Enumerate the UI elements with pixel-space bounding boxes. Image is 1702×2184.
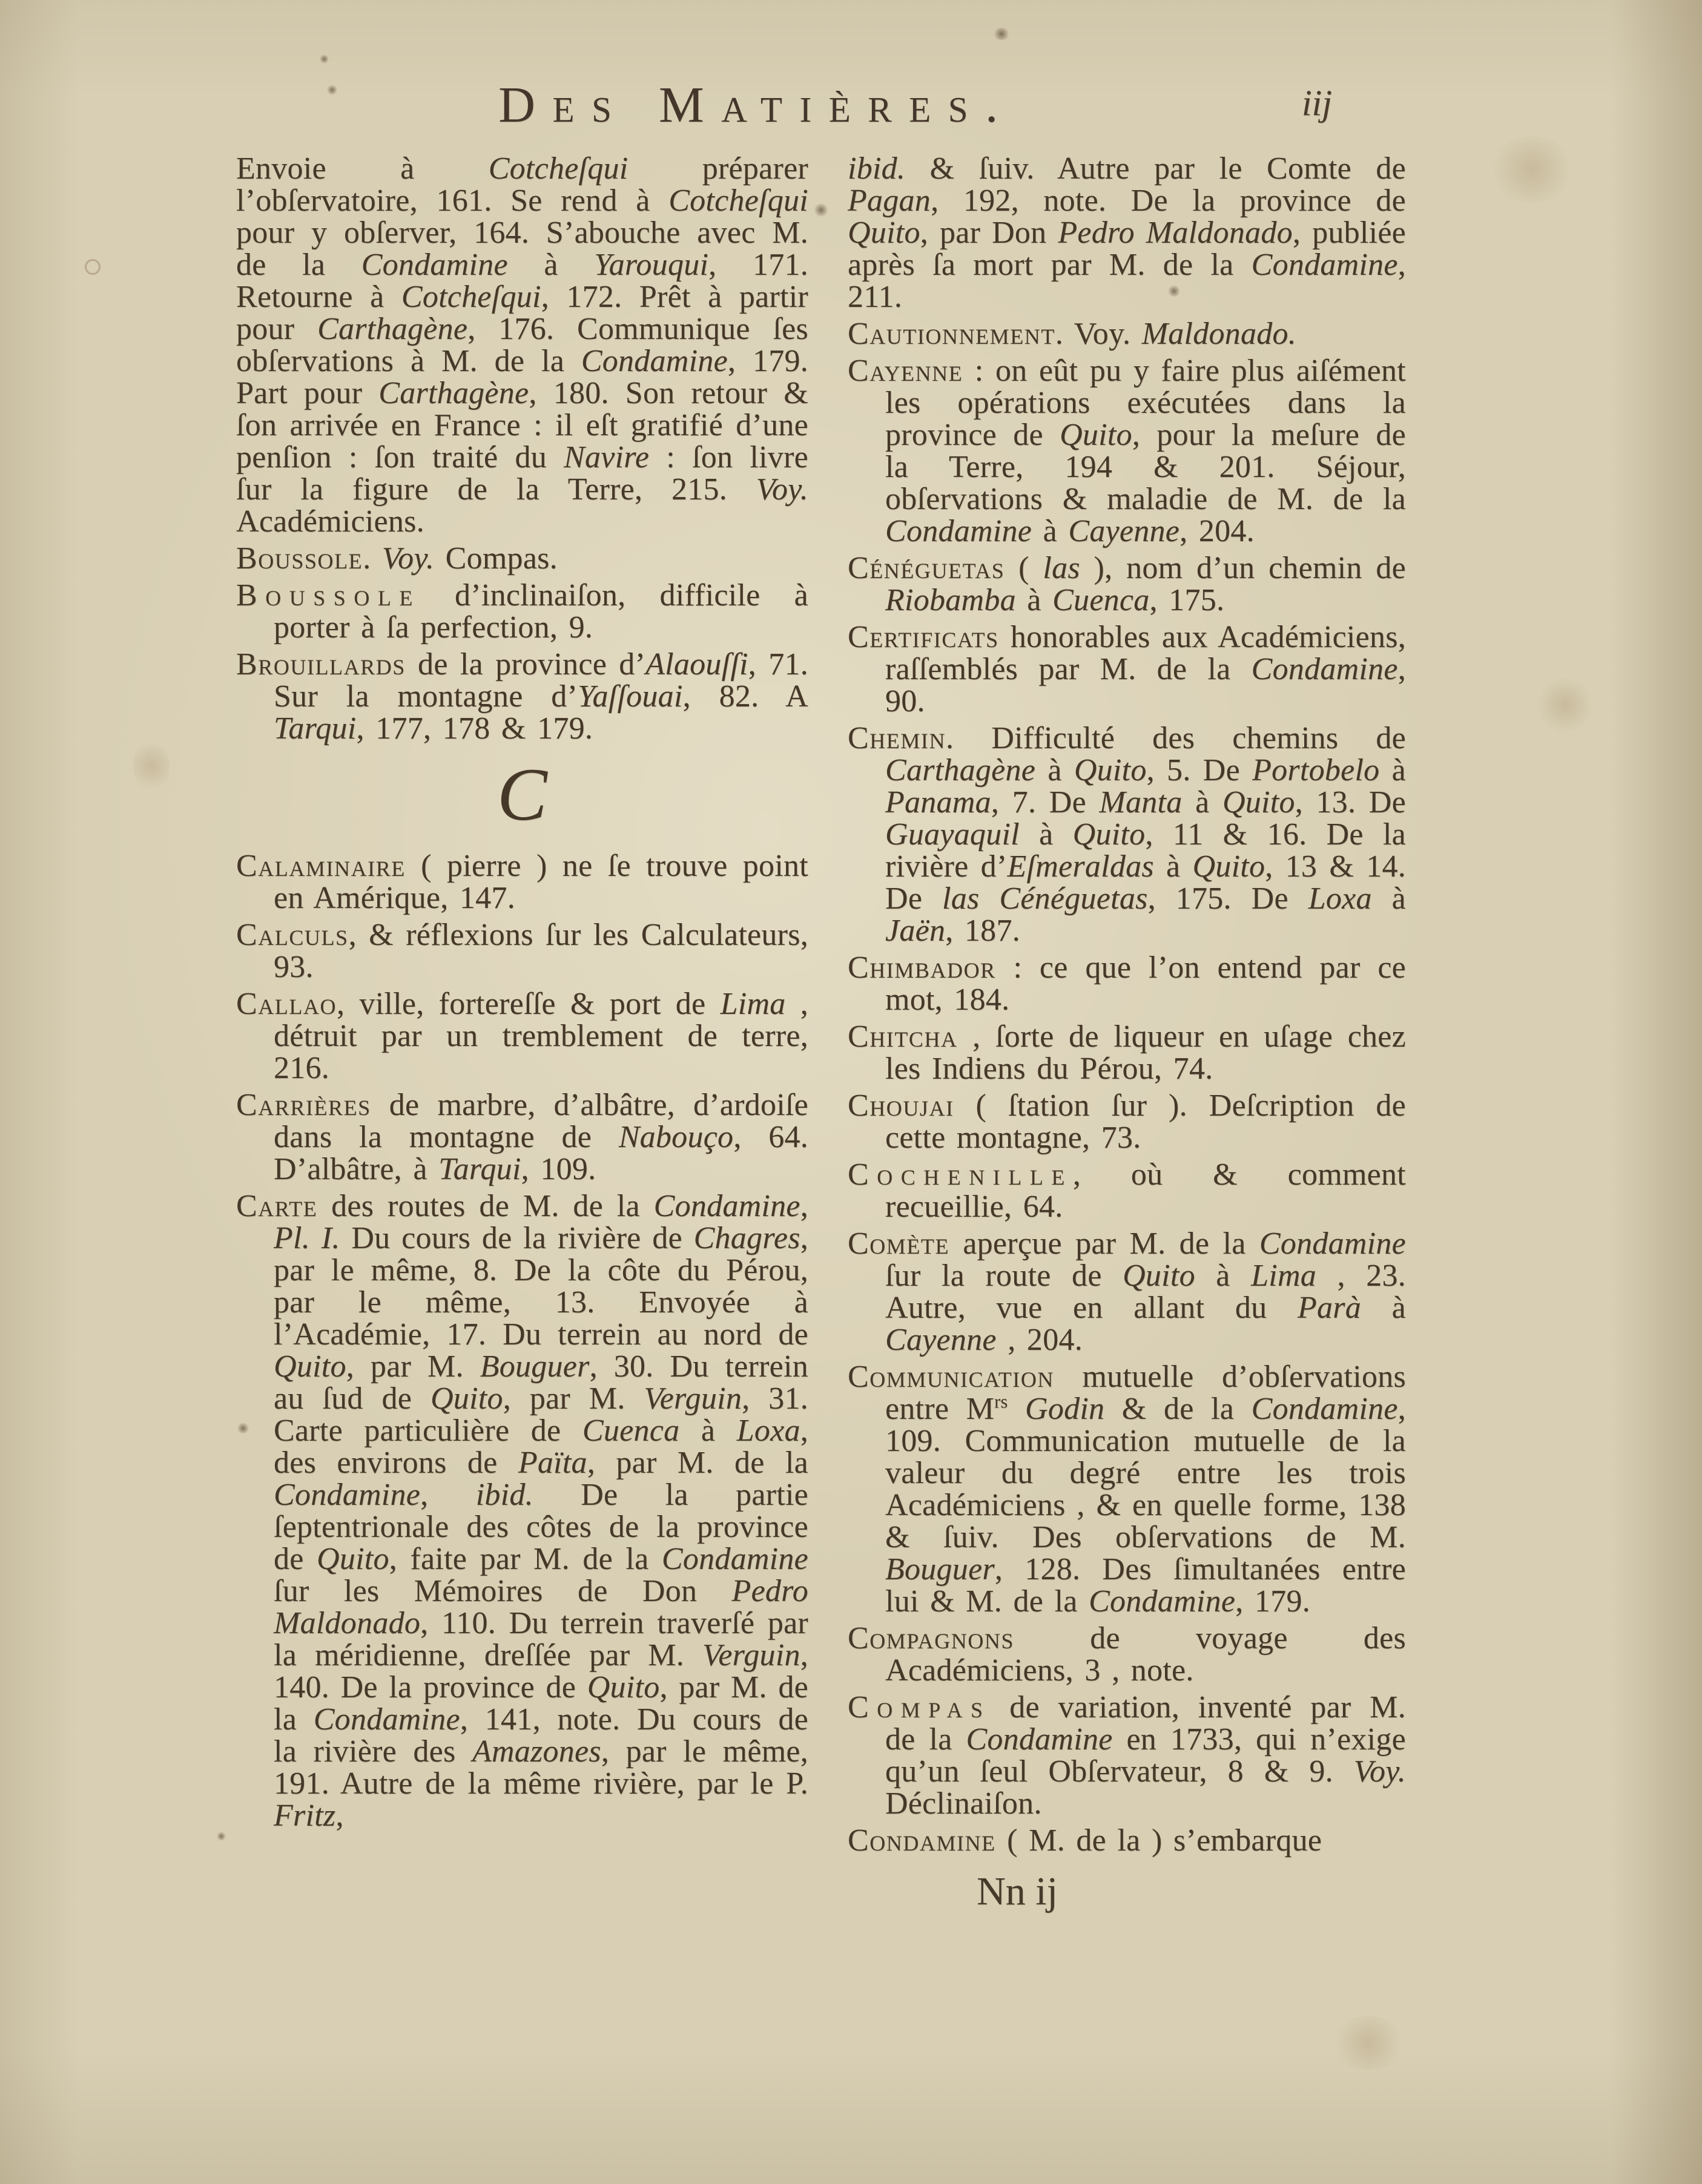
entry-text: Navire	[564, 440, 650, 475]
entry-headword: Carte	[236, 1189, 318, 1224]
entry-text: mutuelle d’obſervations entre M	[885, 1360, 1406, 1426]
index-entry	[848, 1824, 1406, 1857]
entry-text: , 71. Sur la montagne d’	[274, 647, 808, 714]
entry-text: , 128. Des ſimultanées entre lui & M. de la	[885, 1552, 1406, 1619]
entry-text: Alaouſſi	[645, 647, 748, 682]
index-entry	[848, 552, 1406, 616]
entry-text: : on eût pu y faire plus aiſément les opérations exécutées dans la province de	[885, 354, 1406, 452]
entry-text: Voy.	[381, 541, 435, 576]
entry-headword: Compagnons	[848, 1621, 1015, 1656]
entry-text: , 179.	[1235, 1584, 1310, 1619]
entry-text: rs	[994, 1391, 1008, 1412]
entry-text: , 171. Retourne à	[236, 248, 808, 314]
ink-speck	[217, 1832, 226, 1841]
entry-text: de la province d’	[405, 647, 646, 682]
entry-text: , & réflexions ſur les Calculateurs, 93.	[274, 918, 808, 985]
entry-text: , 30. Du terrein au ſud de	[274, 1349, 808, 1416]
entry-text: Quito	[848, 215, 920, 250]
entry-text: de variation, inventé par M. de la	[885, 1690, 1406, 1757]
entry-headword: Brouillards	[236, 647, 406, 682]
entry-text: De la partie ſeptentrionale des côtes de la province de	[274, 1478, 808, 1577]
entry-text: Condamine	[661, 1542, 808, 1577]
entry-text: Yarouqui	[594, 248, 709, 282]
entry-text: Envoie à	[236, 151, 489, 186]
entry-text: . Difficulté des chemins de	[946, 721, 1406, 755]
entry-text: & ſuiv. Autre par le Comte de	[905, 151, 1406, 186]
paper-stain	[1332, 2016, 1405, 2070]
entry-text: , 13 & 14. De	[885, 849, 1406, 916]
entry-text: , 175.	[1149, 583, 1225, 617]
entry-text: de marbre, d’albâtre, d’ardoiſe dans la montagne de	[274, 1088, 808, 1155]
entry-text: , 176. Communique ſes obſervations à M. de la	[236, 312, 808, 378]
entry-text: , 109.	[521, 1152, 596, 1187]
index-entry	[848, 1228, 1406, 1356]
entry-text: ibid.	[475, 1478, 533, 1513]
index-column-left	[236, 153, 808, 1837]
entry-text: Verguin	[644, 1381, 742, 1416]
index-column-right	[848, 153, 1406, 1861]
index-entry	[848, 722, 1406, 947]
entry-text: , par M.	[346, 1349, 480, 1384]
entry-text: . Voy.	[1055, 317, 1142, 351]
entry-text: , 109. Communication mutuelle de la valeur du degré entre les trois Académiciens , & en quelle forme, 138 & ſuiv. Des obſervations de M.	[885, 1392, 1406, 1554]
entry-text: Cayenne	[1068, 514, 1180, 548]
index-entry	[848, 1622, 1406, 1686]
index-entry	[236, 850, 808, 914]
entry-text: , 90.	[885, 652, 1406, 719]
entry-text: Panama	[885, 785, 991, 820]
entry-text: , publiée après ſa mort par M. de la	[848, 215, 1406, 282]
entry-text: Cotcheſqui	[668, 183, 808, 218]
entry-headword: Calculs	[236, 918, 349, 953]
entry-text: Voy.	[756, 472, 808, 507]
entry-text: Condamine	[653, 1189, 800, 1224]
index-entry	[236, 579, 808, 643]
entry-text: d’inclinaiſon, difficile à porter à ſa perfection, 9.	[274, 578, 808, 645]
paper-stain	[85, 259, 101, 275]
entry-text: Pedro Maldonado	[274, 1574, 808, 1641]
entry-text: , détruit par un tremblement de terre, 216.	[274, 987, 808, 1086]
entry-text: ,	[335, 1798, 344, 1834]
entry-text: , par le même, 191. Autre de la même rivière, par le P.	[274, 1734, 809, 1801]
entry-text: à	[1361, 1291, 1406, 1325]
entry-text: , des environs de	[274, 1413, 809, 1481]
entry-headword: Condamine	[848, 1823, 996, 1858]
entry-text: Quito	[1060, 418, 1132, 452]
entry-text: ( ſtation ſur ). Deſcription de cette montagne, 73.	[885, 1088, 1406, 1155]
entry-text: , où & comment recueillie, 64.	[885, 1157, 1406, 1224]
entry-text: Cotcheſqui	[401, 280, 541, 314]
index-entry	[236, 153, 808, 538]
entry-text: à	[1019, 817, 1073, 852]
entry-text: , 140. De la province de	[274, 1638, 808, 1705]
entry-headword: Certificats	[848, 620, 999, 654]
entry-headword: Boussole	[236, 541, 363, 576]
entry-text: Quito	[1072, 817, 1146, 852]
entry-text: Condamine	[1251, 1392, 1398, 1426]
entry-text: à	[1195, 1258, 1252, 1293]
index-entry	[848, 1691, 1406, 1820]
entry-text: Manta	[1099, 785, 1182, 820]
entry-text: , 64. D’albâtre, à	[274, 1120, 808, 1187]
entry-text: ibid.	[848, 151, 906, 186]
entry-text: Carthagène	[317, 312, 468, 346]
entry-text: & de la	[1104, 1392, 1252, 1426]
entry-text: ( pierre ) ne ſe trouve point en Amérique, 147.	[274, 849, 808, 916]
entry-text: Loxa	[1308, 881, 1372, 916]
entry-headword: Carrières	[236, 1088, 371, 1123]
entry-text: Lima	[1251, 1258, 1317, 1293]
entry-text: Tarqui	[274, 711, 357, 746]
entry-text: , 23. Autre, vue en allant du	[885, 1258, 1406, 1325]
index-entry	[848, 153, 1406, 313]
entry-text: Pedro Maldonado	[1058, 215, 1293, 250]
ink-speck	[993, 28, 1010, 40]
entry-text: , 110. Du terrein traverſé par la méridienne, dreſſée par M.	[274, 1606, 808, 1673]
entry-text: , 204.	[1179, 514, 1255, 548]
entry-text: Tarqui	[438, 1152, 521, 1187]
signature-mark: Nn ij	[977, 1869, 1058, 1913]
entry-text: à	[1182, 785, 1222, 820]
entry-text: pour y obſerver, 164. S’abouche avec M. de la	[236, 215, 808, 282]
entry-text: Cayenne	[885, 1323, 997, 1357]
entry-text: C	[497, 753, 547, 836]
entry-text: à	[1371, 881, 1406, 916]
entry-text: à	[1035, 753, 1074, 788]
entry-text: ,	[420, 1478, 476, 1513]
index-entry	[848, 1021, 1406, 1085]
entry-text: honorables aux Académiciens, raſſemblés par M. de la	[885, 620, 1406, 686]
entry-text: Loxa	[736, 1413, 800, 1449]
entry-text: Guayaquil	[885, 817, 1020, 852]
index-entry	[236, 1089, 808, 1185]
index-entry	[236, 648, 808, 745]
entry-text: Cotcheſqui	[488, 151, 628, 186]
entry-text: , 177, 178 & 179.	[356, 711, 593, 746]
entry-headword: Chitcha	[848, 1019, 958, 1054]
entry-text: à	[1015, 583, 1053, 617]
entry-text: à	[1153, 849, 1193, 884]
entry-text: Quito	[1123, 1258, 1195, 1293]
entry-text: Condamine	[1251, 652, 1398, 686]
entry-text: : ce que l’on entend par ce mot, 184.	[885, 950, 1406, 1017]
entry-text: Quito	[587, 1670, 660, 1705]
entry-text: , par M. de la	[587, 1446, 808, 1481]
entry-text: , 211.	[848, 248, 1406, 314]
page-title: Des Matières.	[498, 77, 1015, 133]
entry-text: , 5. De	[1146, 753, 1253, 788]
ink-speck	[320, 54, 329, 64]
entry-text: Maldonado.	[1141, 317, 1297, 351]
entry-text: Cuenca	[582, 1413, 680, 1449]
entry-text: Quito	[1074, 753, 1147, 788]
entry-text: Fritz	[274, 1798, 336, 1834]
entry-text: Yaſſouai	[578, 679, 683, 714]
entry-text: , 11 & 16. De la rivière d’	[885, 817, 1406, 884]
entry-text: Eſmeraldas	[1007, 849, 1154, 884]
entry-text: des routes de M. de la	[317, 1189, 654, 1224]
entry-headword: Cayenne	[848, 354, 963, 388]
entry-text: Nabouço	[618, 1120, 734, 1155]
section-heading	[236, 755, 808, 834]
entry-text: , 31. Carte particulière de	[274, 1381, 808, 1449]
entry-text: Académiciens.	[236, 504, 424, 539]
entry-text: , 172. Prêt à partir pour	[236, 280, 809, 346]
index-entry	[236, 919, 808, 983]
entry-text: Quito	[1222, 785, 1295, 820]
entry-headword: Chemin	[848, 721, 946, 755]
index-entry	[848, 355, 1406, 547]
entry-text: Carthagène	[885, 753, 1036, 788]
entry-text: Riobamba	[885, 583, 1016, 617]
entry-text: Du cours de la rivière de	[340, 1221, 694, 1256]
entry-text: Quito	[317, 1542, 389, 1577]
entry-text: ſur la route de	[885, 1258, 1123, 1293]
entry-text: Condamine	[1259, 1226, 1406, 1261]
entry-text: Lima	[720, 987, 786, 1022]
index-entry	[236, 542, 808, 574]
entry-text: , ville, fortereſſe & port de	[337, 987, 721, 1022]
entry-text: , 82. A	[682, 679, 808, 714]
entry-text: , 175. De	[1147, 881, 1308, 916]
ink-speck	[814, 203, 828, 217]
entry-text: , 179. Part pour	[236, 344, 808, 410]
entry-text: .	[363, 541, 382, 576]
entry-text: (	[1004, 551, 1043, 585]
index-entry	[848, 952, 1406, 1016]
entry-text	[1008, 1392, 1025, 1426]
entry-text: , ſorte de liqueur en uſage chez les Indiens du Pérou, 74.	[885, 1019, 1406, 1086]
entry-text: Condamine	[274, 1478, 421, 1513]
index-entry	[848, 1361, 1406, 1617]
entry-text: Condamine	[885, 514, 1032, 548]
entry-text: de voyage des Académiciens, 3 , note.	[885, 1621, 1406, 1688]
entry-text: Bouguer	[480, 1349, 590, 1384]
entry-text: Quito	[1192, 849, 1265, 884]
entry-text: Chagres	[693, 1221, 800, 1256]
ink-speck	[327, 85, 337, 95]
entry-text: Parà	[1298, 1291, 1362, 1325]
entry-headword: Boussole	[236, 578, 421, 613]
entry-text: Voy.	[1353, 1754, 1406, 1789]
entry-text: à	[507, 248, 595, 282]
entry-text: , 7. De	[991, 785, 1100, 820]
index-entry	[848, 1159, 1406, 1223]
entry-text: Condamine	[313, 1702, 460, 1737]
entry-text: Compas.	[434, 541, 558, 576]
entry-text: , faite par M. de la	[389, 1542, 662, 1577]
entry-text: à	[1032, 514, 1069, 548]
entry-text: Déclinaiſon.	[885, 1786, 1042, 1821]
entry-headword: Calaminaire	[236, 849, 406, 884]
entry-text: , pour la meſure de la Terre, 194 & 201. Séjour, obſervations & maladie de M. de la	[885, 418, 1406, 516]
entry-text: Carthagène	[378, 376, 529, 410]
entry-text: Jaën	[885, 913, 946, 948]
entry-text: ( M. de la ) s’embarque	[995, 1823, 1322, 1858]
entry-text: Condamine	[361, 248, 508, 282]
entry-text: las Cénéguetas	[942, 881, 1148, 916]
entry-text: à	[679, 1413, 737, 1449]
entry-headword: Comète	[848, 1226, 950, 1261]
entry-text: Quito	[430, 1381, 503, 1416]
entry-headword: Choujai	[848, 1088, 954, 1123]
entry-text: Quito	[274, 1349, 346, 1384]
paper-stain	[1538, 678, 1592, 732]
index-entry	[848, 1090, 1406, 1154]
entry-text: ſur les Mémoires de Don	[274, 1574, 732, 1609]
entry-text: ), nom d’un chemin de	[1080, 551, 1406, 585]
entry-text: , 13. De	[1295, 785, 1406, 820]
index-entry	[848, 621, 1406, 717]
entry-text: Païta	[518, 1446, 587, 1481]
entry-text: Bouguer	[885, 1552, 995, 1587]
entry-text: aperçue par M. de la	[949, 1226, 1259, 1261]
entry-headword: Cochenille	[848, 1157, 1073, 1192]
entry-text: , 204.	[996, 1323, 1083, 1357]
entry-text: Godin	[1025, 1392, 1105, 1426]
entry-headword: Cénéguetas	[848, 551, 1005, 585]
entry-text: en 1733, qui n’exige qu’un ſeul Obſervateur, 8 & 9.	[885, 1722, 1406, 1789]
entry-text: , par M. de la	[274, 1670, 808, 1737]
entry-text: , 180. Son retour & ſon arrivée en France : il eſt gratifié d’une penſion : ſon traité du	[236, 376, 808, 475]
page-number: iij	[1302, 83, 1333, 123]
entry-text: Portobelo	[1252, 753, 1380, 788]
entry-text: , 141, note. Du cours de la rivière des	[274, 1702, 808, 1769]
entry-text: Verguin	[702, 1638, 800, 1673]
entry-text: : ſon livre ſur la figure de la Terre, 215.	[236, 440, 808, 507]
paper-stain	[1489, 136, 1574, 203]
entry-text: à	[1379, 753, 1406, 788]
entry-text: Condamine	[581, 344, 728, 378]
entry-text: Condamine	[1089, 1584, 1236, 1619]
index-entry	[236, 1190, 808, 1832]
entry-headword: Callao	[236, 987, 337, 1022]
entry-text: ,	[800, 1189, 808, 1224]
entry-headword: Communication	[848, 1360, 1054, 1394]
entry-text: Amazones	[472, 1734, 601, 1769]
paper-stain	[133, 738, 170, 793]
entry-text: Pl. I.	[274, 1221, 340, 1256]
index-entry	[236, 988, 808, 1084]
entry-text: , par Don	[920, 215, 1058, 250]
entry-text: , par M.	[503, 1381, 644, 1416]
entry-text: Cuenca	[1052, 583, 1150, 617]
entry-text: , 187.	[945, 913, 1020, 948]
entry-text: Pagan	[848, 183, 931, 218]
entry-text: préparer l’obſervatoire, 161. Se rend à	[236, 151, 808, 218]
entry-headword: Compas	[848, 1690, 991, 1725]
entry-headword: Cautionnement	[848, 317, 1055, 351]
entry-text: las	[1043, 551, 1080, 585]
entry-text: Condamine	[1251, 248, 1398, 282]
entry-text: , 192, note. De la province de	[931, 183, 1406, 218]
entry-text: Condamine	[966, 1722, 1113, 1757]
entry-text: , par le même, 8. De la côte du Pérou, par le même, 13. Envoyée à l’Académie, 17. Du terrein au nord de	[274, 1221, 808, 1352]
entry-headword: Chimbador	[848, 950, 996, 985]
index-entry	[848, 318, 1406, 350]
